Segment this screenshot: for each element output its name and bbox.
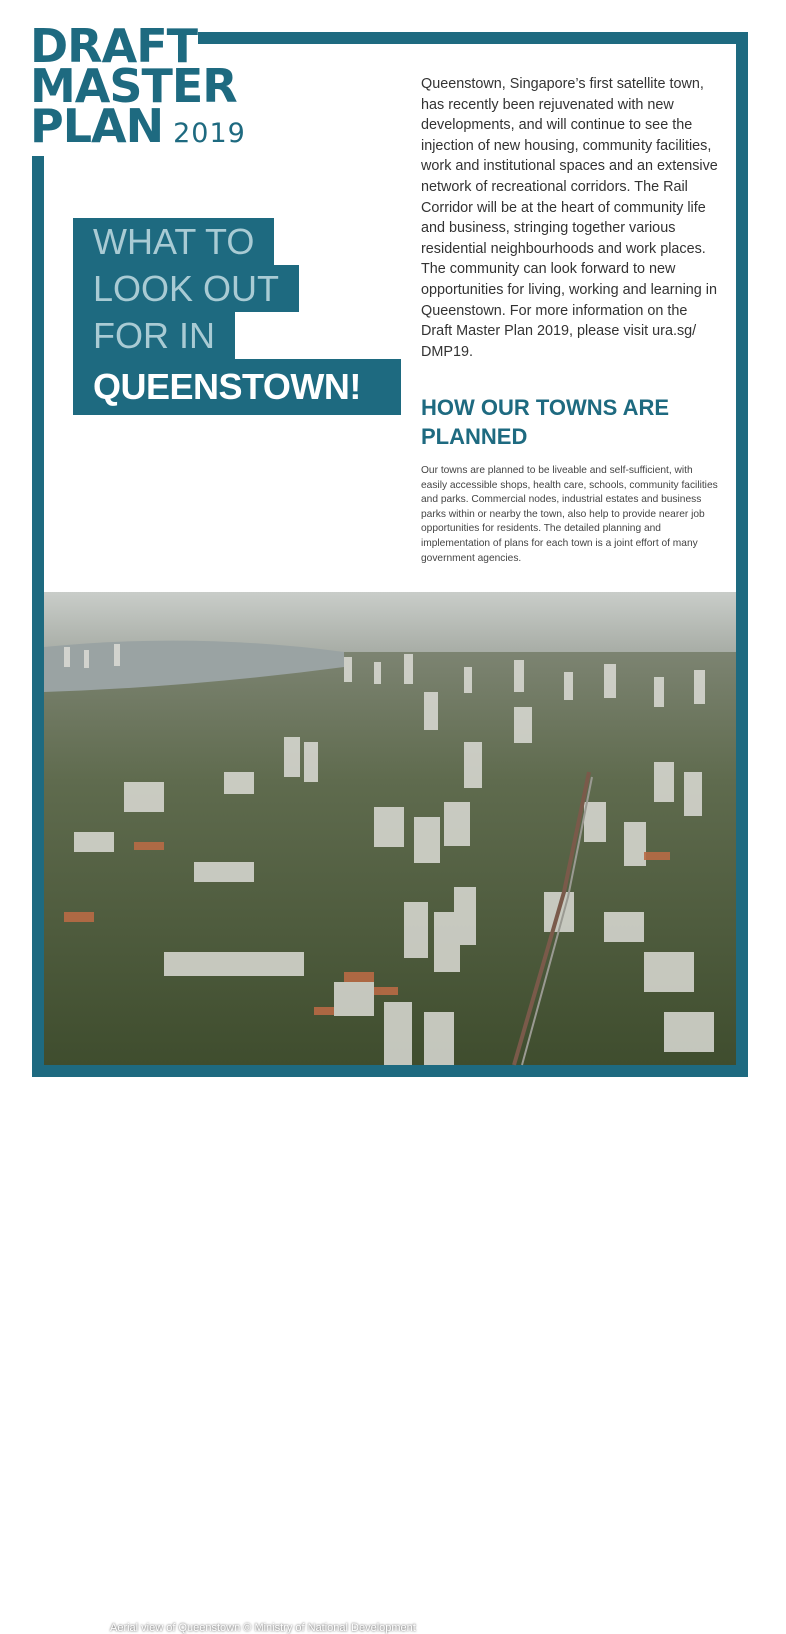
logo-plan: PLAN: [30, 99, 164, 153]
headline-line-4: QUEENSTOWN!: [73, 359, 401, 415]
intro-paragraph: Queenstown, Singapore’s first satellite town, has recently been rejuvenated with new developments, and will continue to see the injection of new housing, community facilities, work and institutional spaces and an extensive network of recreational corridors. The Rail Corridor will be at the heart of community life and business, stringing together various residential neighbourhoods and work places. The community can look forward to new opportunities for living, working and learning in Queenstown. For more information on the Draft Master Plan 2019, please visit ura.sg/ DMP19.: [421, 76, 718, 360]
headline-line-2: LOOK OUT: [73, 265, 299, 312]
headline-block: [73, 218, 401, 415]
headline-line-1: WHAT TO: [73, 218, 274, 265]
photo-caption: Aerial view of Queenstown © Ministry of National Development: [110, 1622, 416, 1634]
aerial-photo-illustration: [44, 592, 736, 1065]
logo-line-3: [30, 99, 246, 154]
aerial-photo: [44, 592, 736, 1634]
logo-line-2: MASTER: [30, 59, 237, 113]
headline-line-3: FOR IN: [73, 312, 235, 359]
logo-line-1: DRAFT: [30, 19, 198, 73]
frame-right-border: [736, 32, 748, 1077]
frame-left-border: [32, 156, 44, 1077]
section-title: HOW OUR TOWNS ARE PLANNED: [421, 395, 670, 449]
draft-master-plan-logo: [30, 19, 246, 154]
section-body: Our towns are planned to be liveable and self-sufficient, with easily accessible shops, health care, schools, community facilities and parks. Commercial nodes, industrial estates and business parks within or nearby the town, also help to provide nearer job opportunities for residents. The detailed planning and implementation of plans for each town is a joint effort of many government agencies.: [421, 465, 718, 564]
frame-bottom-border: [32, 1065, 748, 1077]
logo-year: 2019: [173, 118, 246, 149]
frame-top-border: [198, 32, 748, 44]
